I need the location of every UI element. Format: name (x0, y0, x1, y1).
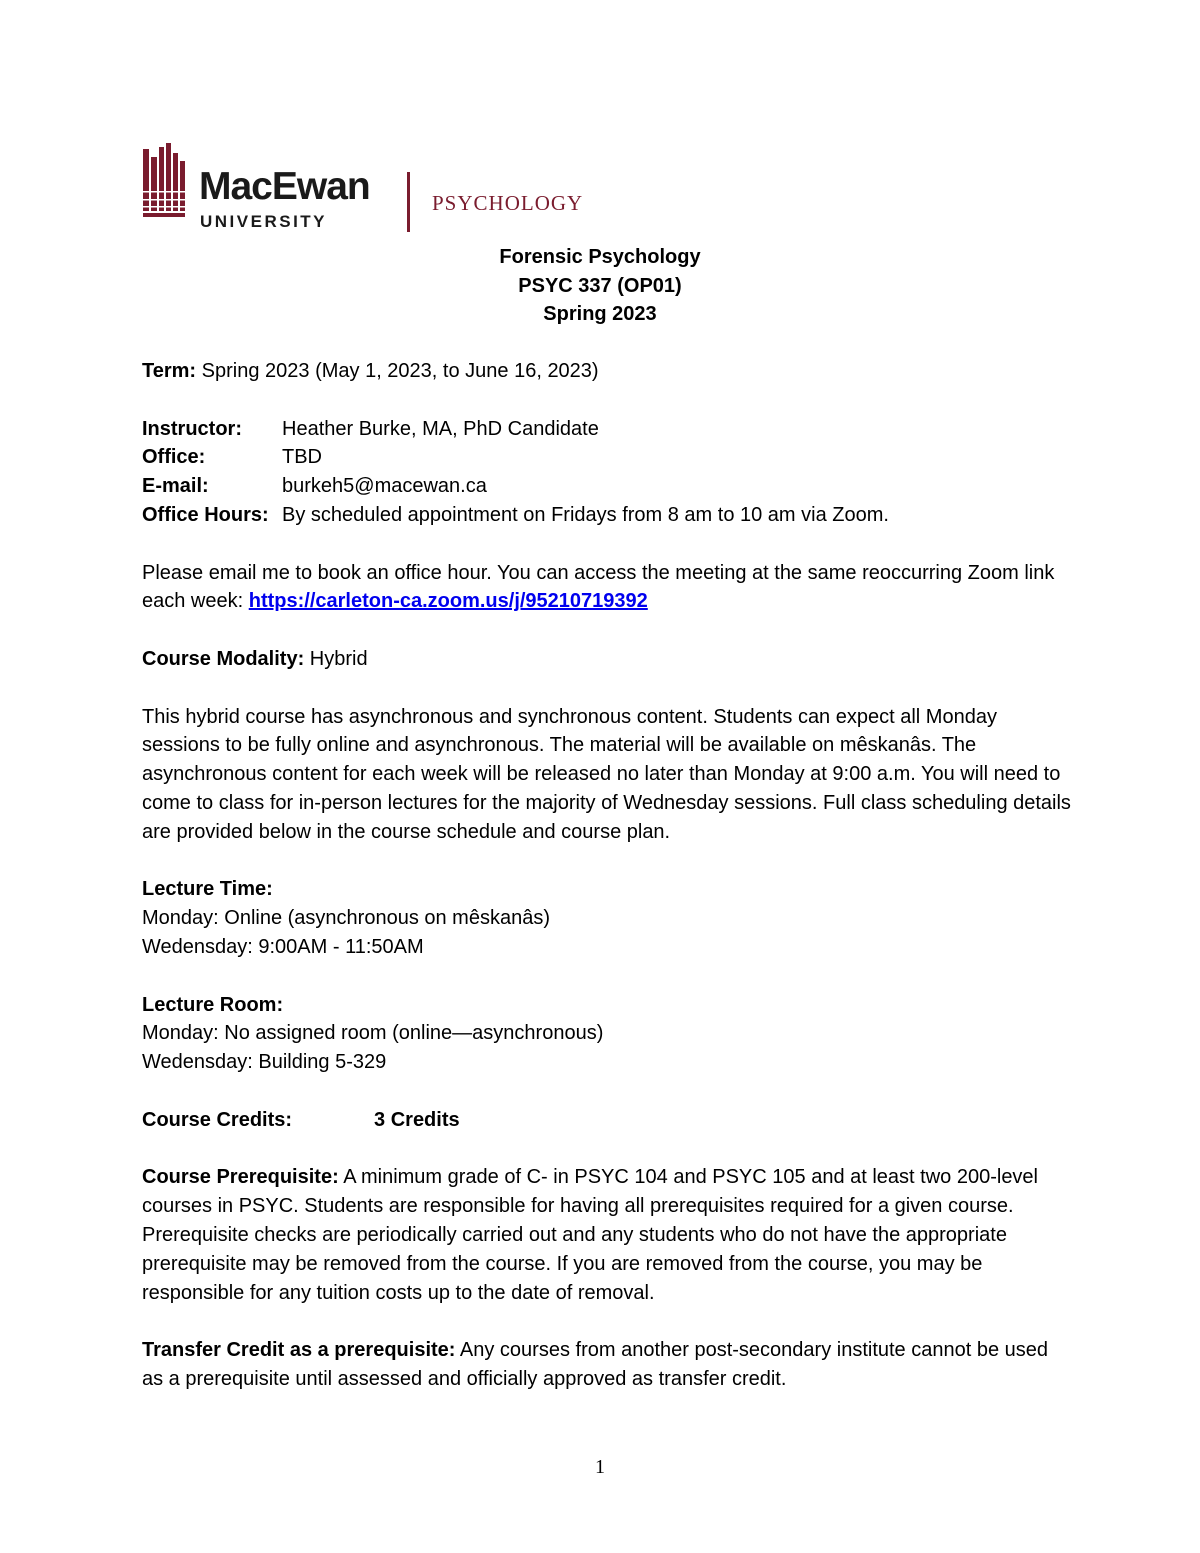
macewan-logo-mark-icon (143, 143, 191, 217)
macewan-psychology-logo (143, 143, 603, 238)
course-title-block (0, 243, 1200, 329)
office-hour-note (142, 559, 1072, 617)
page-number: 1 (595, 1456, 605, 1478)
credits-line (142, 1106, 1072, 1135)
lecture-room-heading: Lecture Room: (142, 993, 284, 1016)
contact-row (142, 501, 889, 530)
prerequisite-text: A minimum grade of C- in PSYC 104 and PSYC 105 and at least two 200-level courses in PSYC. Students are responsible for having all prerequisites required for a given course. Prerequisite checks are periodically carried out and any students who do not have the appropriate prerequisite may be removed from the course. If you are removed from the course, you may be responsible for any tuition costs up to the date of removal. (142, 1166, 1039, 1304)
transfer-credit-text: Any courses from another post-secondary institute cannot be used as a prerequisite until assessed and officially approved as transfer credit. (142, 1339, 1049, 1390)
lecture-time-wednesday: Wedensday: 9:00AM - 11:50AM (142, 935, 424, 958)
logo-divider (407, 172, 410, 232)
modality-description: This hybrid course has asynchronous and synchronous content. Students can expect all Monday sessions to be fully online and asynchronous. The material will be available on mêskanâs. The asynchronous content for each week will be released no later than Monday at 9:00 a.m. You will need to come to class for in-person lectures for the majority of Wednesday sessions. Full class scheduling details are provided below in the course schedule and course plan. (142, 705, 1071, 843)
logo-wordmark: MacEwan (199, 165, 370, 208)
credits-value: 3 Credits (374, 1108, 460, 1131)
contact-row (142, 472, 889, 501)
course-term: Spring 2023 (543, 303, 657, 325)
prerequisite-paragraph (142, 1163, 1072, 1307)
logo-department: PSYCHOLOGY (432, 191, 584, 215)
contact-value: TBD (282, 446, 322, 469)
syllabus-body (142, 357, 1072, 1394)
logo-university-text: UNIVERSITY (200, 212, 328, 231)
modality-value: Hybrid (304, 647, 368, 670)
transfer-credit-label: Transfer Credit as a prerequisite: (142, 1339, 456, 1362)
email-value: burkeh5@macewan.ca (282, 475, 487, 498)
modality-line (142, 645, 1072, 674)
term-label: Term: (142, 360, 197, 382)
term-line (142, 357, 1072, 386)
contact-label: Office: (142, 446, 206, 469)
contact-label: E-mail: (142, 475, 209, 498)
lecture-time-heading: Lecture Time: (142, 878, 273, 901)
lecture-time-monday: Monday: Online (asynchronous on mêskanâs) (142, 907, 550, 930)
lecture-room-wednesday: Wedensday: Building 5-329 (142, 1051, 387, 1074)
contact-table (142, 415, 889, 530)
term-value: Spring 2023 (May 1, 2023, to June 16, 2023) (201, 360, 599, 382)
prerequisite-label: Course Prerequisite: (142, 1166, 339, 1189)
contact-row (142, 415, 889, 444)
course-code: PSYC 337 (OP01) (518, 274, 682, 297)
contact-label: Office Hours: (142, 503, 269, 526)
credits-label: Course Credits: (142, 1108, 293, 1131)
modality-label: Course Modality: (142, 647, 305, 670)
transfer-credit-paragraph (142, 1336, 1072, 1394)
contact-label: Instructor: (142, 417, 242, 440)
contact-value: Heather Burke, MA, PhD Candidate (282, 417, 599, 440)
contact-value: By scheduled appointment on Fridays from 8 am to 10 am via Zoom. (282, 503, 889, 526)
contact-row (142, 443, 889, 472)
office-hour-text: Please email me to book an office hour. You can access the meeting at the same reoccurring Zoom link each week: (142, 561, 1055, 613)
course-name: Forensic Psychology (499, 246, 701, 268)
lecture-room-monday: Monday: No assigned room (online—asynchronous) (142, 1022, 604, 1045)
zoom-link[interactable]: https://carleton-ca.zoom.us/j/95210719392 (248, 590, 648, 613)
